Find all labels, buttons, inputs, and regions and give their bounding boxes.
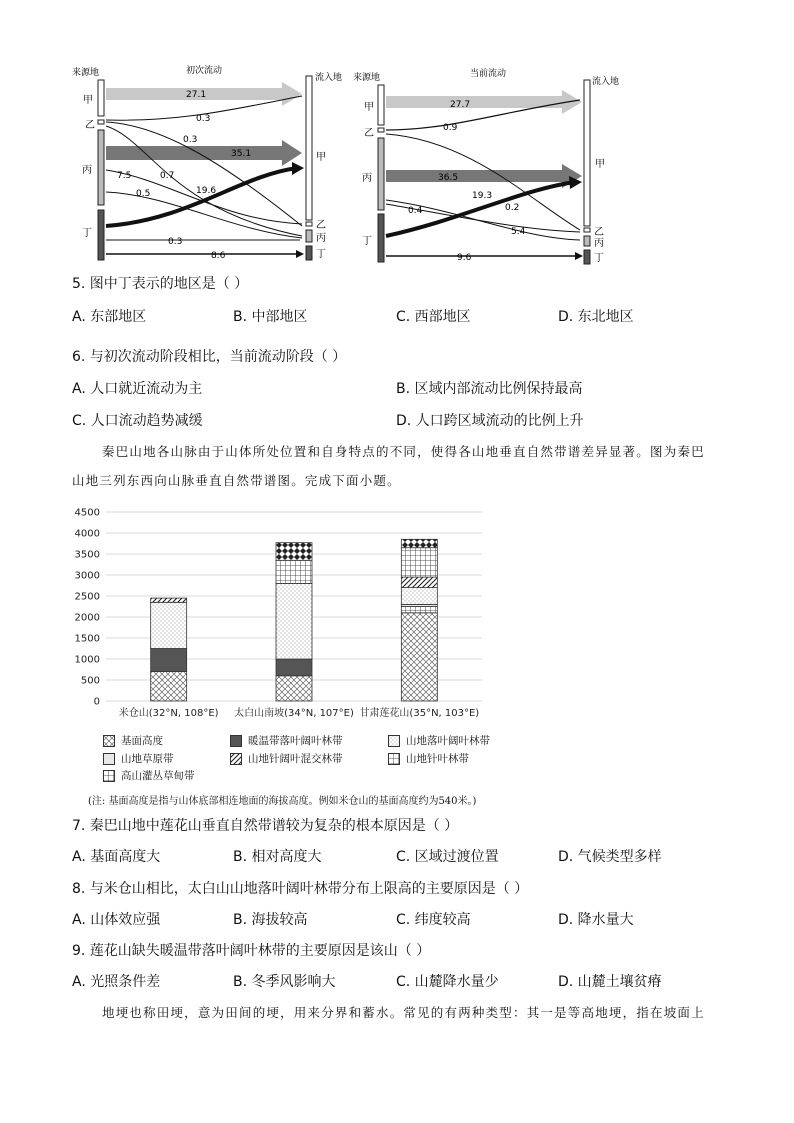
value-label: 0.5 — [136, 189, 151, 199]
source-yi: 乙 — [364, 128, 374, 139]
bar-segment — [151, 598, 187, 602]
legend-item — [388, 733, 490, 748]
option-b: B. 海拔较高 — [233, 912, 308, 928]
bar-segment — [151, 602, 187, 648]
option-a: A. 山体效应强 — [72, 912, 161, 928]
option-a: A. 光照条件差 — [72, 974, 161, 990]
option-d: D. 东北地区 — [558, 309, 634, 325]
value-label: 9.6 — [457, 253, 472, 263]
y-tick-label: 4500 — [74, 507, 100, 519]
bar-segment — [401, 588, 437, 605]
value-label: 5.4 — [511, 227, 526, 237]
source-ding: 丁 — [362, 236, 372, 247]
bar-segment — [151, 649, 187, 672]
bar-segment — [401, 539, 437, 547]
value-label: 36.5 — [438, 173, 459, 183]
bar-segment — [276, 659, 312, 676]
y-tick-label: 0 — [93, 696, 100, 708]
option-c: C. 区域过渡位置 — [396, 849, 499, 865]
x-tick-label: 甘肃莲花山(35°N, 103°E) — [359, 708, 480, 719]
value-label: 0.4 — [408, 206, 423, 216]
legend-label: 高山灌丛草甸带 — [121, 770, 195, 782]
legend-item — [103, 733, 163, 748]
option-c: C. 西部地区 — [396, 309, 471, 325]
flow-diagram-initial — [72, 64, 342, 261]
flow-diagram-current — [353, 67, 619, 264]
bar-segment — [151, 672, 187, 701]
flow-diagrams — [0, 0, 794, 270]
y-tick-label: 3000 — [74, 570, 100, 582]
legend-label: 山地针阔叶混交林带 — [248, 753, 343, 765]
legend-item — [388, 751, 469, 766]
x-tick-label: 米仓山(32°N, 108°E) — [118, 708, 219, 719]
value-label: 0.3 — [196, 114, 211, 124]
intro-paragraph-line: 地埂也称田埂，意为田间的埂，用来分界和蓄水。常见的有两种类型：其一是等高地埂，指在坡面上 — [102, 1005, 705, 1020]
y-tick-label: 3500 — [74, 549, 100, 561]
option-b: B. 相对高度大 — [233, 849, 322, 865]
legend-label: 暖温带落叶阔叶林带 — [248, 735, 343, 747]
question-5: 5. 图中丁表示的地区是（ ） — [72, 276, 249, 292]
bar-segment — [276, 583, 312, 659]
legend-label: 基面高度 — [121, 735, 163, 747]
y-tick-label: 2500 — [74, 591, 100, 603]
y-tick-label: 500 — [80, 675, 100, 687]
bar-segment — [401, 577, 437, 588]
flow-title: 当前流动 — [470, 69, 507, 79]
dest-jia: 甲 — [595, 159, 605, 170]
source-jia: 甲 — [364, 102, 374, 113]
legend-item — [230, 751, 343, 766]
intro-paragraph-line: 山地三列东西向山脉垂直自然带谱图。完成下面小题。 — [72, 473, 401, 488]
value-label: 0.3 — [183, 135, 198, 145]
value-label: 19.3 — [472, 191, 493, 201]
question-6: 6. 与初次流动阶段相比，当前流动阶段（ ） — [72, 349, 347, 365]
legend-label: 山地草原带 — [121, 753, 174, 765]
value-label: 0.3 — [168, 237, 183, 247]
legend-item — [230, 733, 343, 748]
source-ding: 丁 — [82, 228, 92, 239]
value-label: 27.7 — [450, 100, 471, 110]
dest-bing: 丙 — [316, 233, 326, 244]
flow-title: 初次流动 — [186, 66, 223, 76]
question-8: 8. 与米仓山相比，太白山山地落叶阔叶林带分布上限高的主要原因是（ ） — [72, 881, 529, 897]
option-b: B. 区域内部流动比例保持最高 — [396, 381, 583, 397]
dest-jia: 甲 — [316, 152, 326, 163]
bar-segment — [276, 676, 312, 701]
bar-segment — [276, 543, 312, 561]
option-a: A. 东部地区 — [72, 309, 147, 325]
bar-segment — [401, 613, 437, 701]
bar-segment — [401, 548, 437, 577]
y-tick-label: 1000 — [74, 654, 100, 666]
source-bing: 丙 — [362, 173, 372, 184]
dest-yi: 乙 — [316, 220, 326, 231]
source-yi: 乙 — [85, 120, 95, 131]
value-label: 8.6 — [211, 251, 226, 261]
legend-item — [103, 768, 195, 783]
value-label: 0.9 — [443, 123, 458, 133]
legend-label: 山地针叶林带 — [406, 753, 469, 765]
x-tick-label: 太白山南坡(34°N, 107°E) — [234, 708, 354, 719]
chart-note: (注: 基面高度是指与山体底部相连地面的海拔高度。例如米仓山的基面高度约为540米。) — [88, 796, 477, 807]
option-c: C. 山麓降水量少 — [396, 974, 499, 990]
option-c: C. 人口流动趋势减缓 — [72, 413, 203, 429]
option-a: A. 人口就近流动为主 — [72, 381, 203, 397]
legend-label: 山地落叶阔叶林带 — [406, 735, 490, 747]
vegetation-zone-chart — [60, 500, 510, 725]
dest-yi: 乙 — [594, 227, 604, 238]
option-d: D. 山麓土壤贫瘠 — [558, 974, 662, 990]
option-a: A. 基面高度大 — [72, 849, 161, 865]
question-9: 9. 莲花山缺失暖温带落叶阔叶林带的主要原因是该山（ ） — [72, 943, 431, 959]
dest-bing: 丙 — [594, 238, 604, 249]
dest-label: 流入地 — [592, 77, 620, 87]
legend-item — [103, 751, 174, 766]
value-label: 0.2 — [505, 203, 520, 213]
value-label: 35.1 — [231, 149, 252, 159]
option-d: D. 人口跨区域流动的比例上升 — [396, 413, 584, 429]
option-c: C. 纬度较高 — [396, 912, 471, 928]
bar-segment — [276, 560, 312, 583]
question-7: 7. 秦巴山地中莲花山垂直自然带谱较为复杂的根本原因是（ ） — [72, 818, 459, 834]
source-label: 来源地 — [353, 73, 381, 83]
source-label: 来源地 — [72, 68, 100, 78]
y-tick-label: 4000 — [74, 528, 100, 540]
value-label: 27.1 — [186, 90, 207, 100]
option-b: B. 中部地区 — [233, 309, 308, 325]
dest-ding: 丁 — [594, 253, 604, 264]
source-bing: 丙 — [82, 165, 92, 176]
option-d: D. 气候类型多样 — [558, 849, 662, 865]
intro-paragraph-line: 秦巴山地各山脉由于山体所处位置和自身特点的不同，使得各山地垂直自然带谱差异显著。图为秦巴 — [102, 444, 705, 459]
y-tick-label: 2000 — [74, 612, 100, 624]
value-label: 0.7 — [160, 171, 175, 181]
value-label: 7.5 — [117, 171, 132, 181]
dest-label: 流入地 — [315, 73, 343, 83]
option-b: B. 冬季风影响大 — [233, 974, 336, 990]
dest-ding: 丁 — [316, 249, 326, 260]
y-tick-label: 1500 — [74, 633, 100, 645]
value-label: 19.6 — [196, 186, 217, 196]
bar-segment — [401, 607, 437, 613]
source-jia: 甲 — [83, 95, 93, 106]
option-d: D. 降水量大 — [558, 912, 634, 928]
